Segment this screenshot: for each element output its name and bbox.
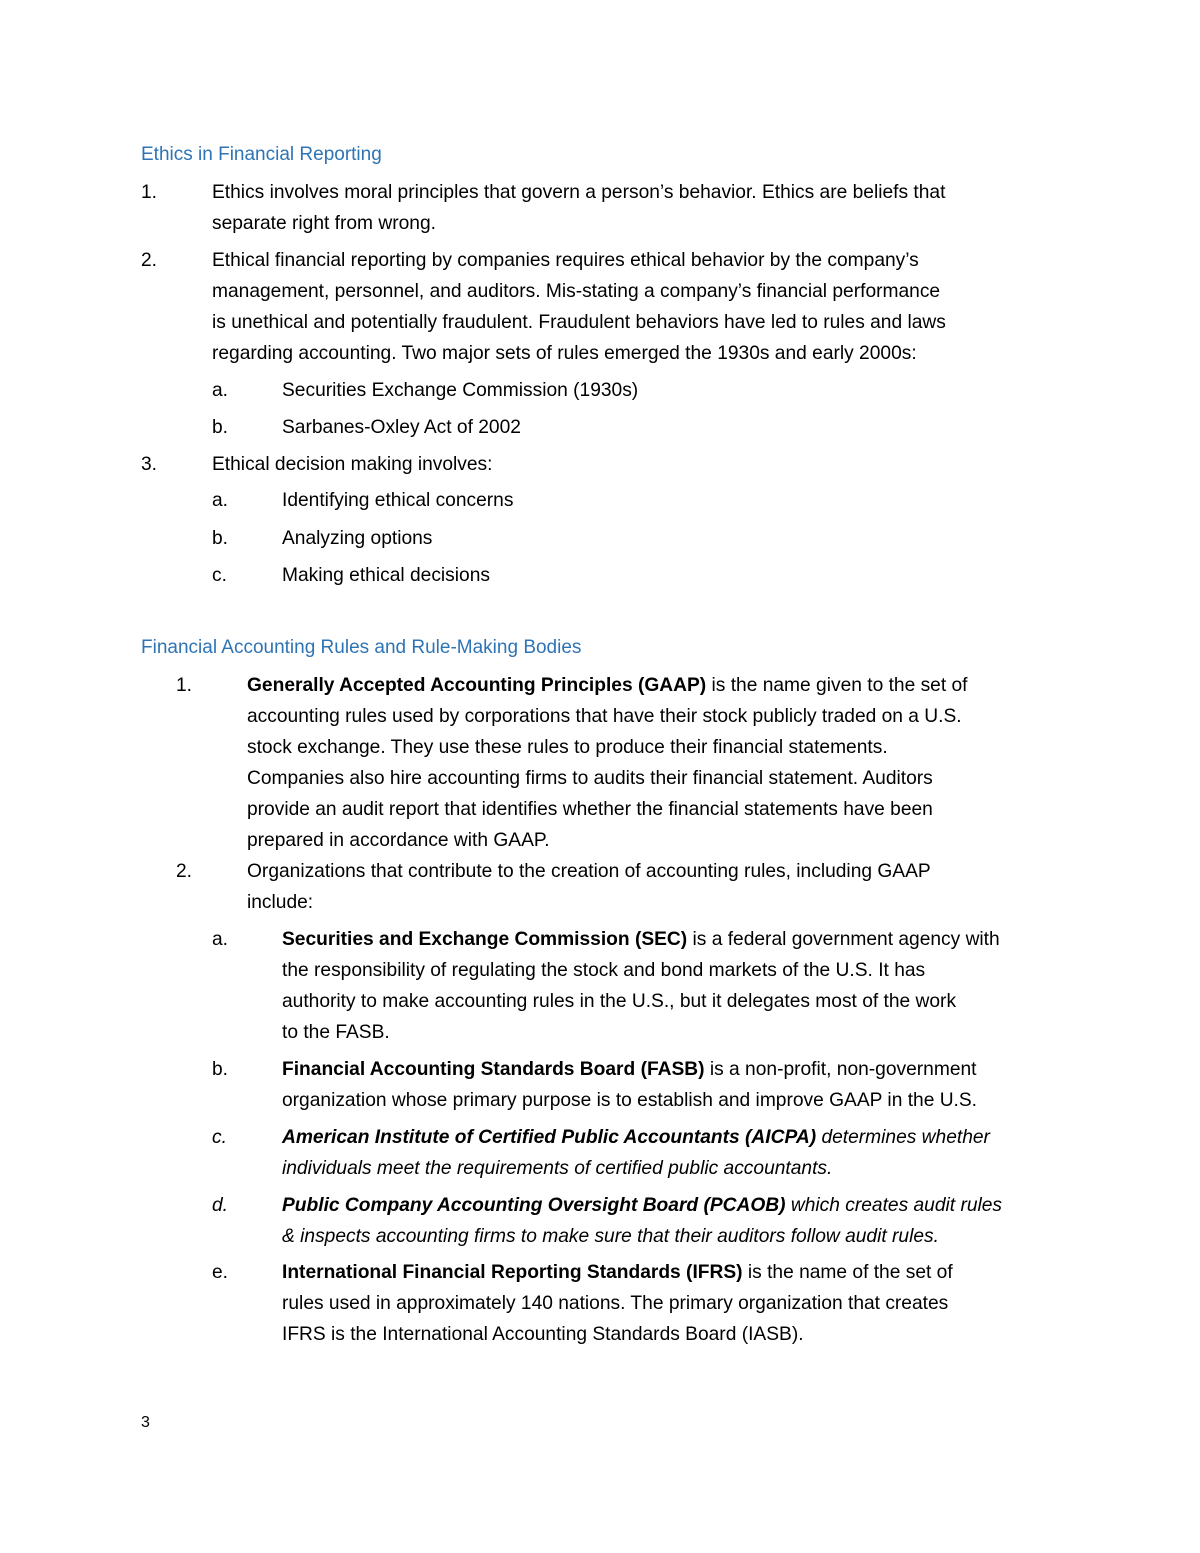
list-item-text: regarding accounting. Two major sets of rules emerged the 1930s and early 2000s: (212, 343, 917, 364)
section-heading-ethics: Ethics in Financial Reporting (141, 144, 382, 165)
list-item-text: Making ethical decisions (282, 565, 490, 586)
term: Generally Accepted Accounting Principles (GAAP) (247, 675, 707, 696)
section-heading-rules: Financial Accounting Rules and Rule-Making Bodies (141, 637, 582, 658)
list-item-text: is the name given to the set of (706, 675, 968, 696)
list-item-text: rules used in approximately 140 nations. The primary organization that creates (282, 1293, 949, 1314)
list-item-text: provide an audit report that identifies whether the financial statements have been (247, 799, 933, 820)
page-number: 3 (141, 1414, 150, 1431)
list-item-text: organization whose primary purpose is to establish and improve GAAP in the U.S. (282, 1090, 978, 1111)
list-item-text: Companies also hire accounting firms to audits their financial statement. Auditors (247, 768, 933, 789)
list-item-text: stock exchange. They use these rules to produce their financial statements. (247, 737, 888, 758)
list-marker: d. (212, 1195, 229, 1216)
list-item-text: separate right from wrong. (212, 213, 436, 234)
list-item-text: IFRS is the International Accounting Standards Board (IASB). (282, 1324, 804, 1345)
list-marker: b. (212, 1059, 229, 1080)
list-item-text: which creates audit rules (785, 1195, 1003, 1216)
list-item-text: management, personnel, and auditors. Mis-stating a company’s financial performance (212, 281, 941, 302)
list-item-text: Organizations that contribute to the creation of accounting rules, including GAAP (247, 861, 931, 882)
list-marker: a. (212, 929, 229, 950)
list-item-text: Identifying ethical concerns (282, 490, 514, 511)
list-marker: 2. (176, 861, 193, 882)
list-marker: 3. (141, 454, 158, 475)
list-item-text: is a non-profit, non-government (704, 1059, 977, 1080)
list-item-text: accounting rules used by corporations that have their stock publicly traded on a U.S. (247, 706, 962, 727)
list-marker: 1. (141, 182, 158, 203)
list-marker: 2. (141, 250, 158, 271)
list-item-text: is unethical and potentially fraudulent. Fraudulent behaviors have led to rules and laws (212, 312, 946, 333)
list-item-text: Ethical decision making involves: (212, 454, 493, 475)
list-item-text: Ethics involves moral principles that govern a person’s behavior. Ethics are beliefs that (212, 182, 946, 203)
list-item-text: Sarbanes-Oxley Act of 2002 (282, 417, 521, 438)
list-item-text: the responsibility of regulating the stock and bond markets of the U.S. It has (282, 960, 926, 981)
list-item-text: & inspects accounting firms to make sure that their auditors follow audit rules. (282, 1226, 939, 1247)
list-marker: c. (212, 565, 227, 586)
list-marker: c. (212, 1127, 227, 1148)
list-marker: a. (212, 380, 229, 401)
term: American Institute of Certified Public Accountants (AICPA) (282, 1127, 817, 1148)
list-item-text: is the name of the set of (742, 1262, 953, 1283)
list-item-text: Analyzing options (282, 528, 433, 549)
list-item-text: individuals meet the requirements of certified public accountants. (282, 1158, 833, 1179)
list-marker: b. (212, 528, 229, 549)
list-item-text: include: (247, 892, 314, 913)
term: Public Company Accounting Oversight Board (PCAOB) (282, 1195, 786, 1216)
list-item-text: prepared in accordance with GAAP. (247, 830, 550, 851)
list-marker: e. (212, 1262, 229, 1283)
list-item-text: determines whether (816, 1127, 990, 1148)
list-item-text: Securities Exchange Commission (1930s) (282, 380, 639, 401)
term: International Financial Reporting Standards (IFRS) (282, 1262, 743, 1283)
list-item-text: is a federal government agency with (687, 929, 1000, 950)
list-item-text: Ethical financial reporting by companies requires ethical behavior by the company’s (212, 250, 919, 271)
list-marker: b. (212, 417, 229, 438)
list-item-text: authority to make accounting rules in the U.S., but it delegates most of the work (282, 991, 957, 1012)
term: Financial Accounting Standards Board (FASB) (282, 1059, 705, 1080)
term: Securities and Exchange Commission (SEC) (282, 929, 688, 950)
list-marker: 1. (176, 675, 193, 696)
list-item-text: to the FASB. (282, 1022, 390, 1043)
list-marker: a. (212, 490, 229, 511)
